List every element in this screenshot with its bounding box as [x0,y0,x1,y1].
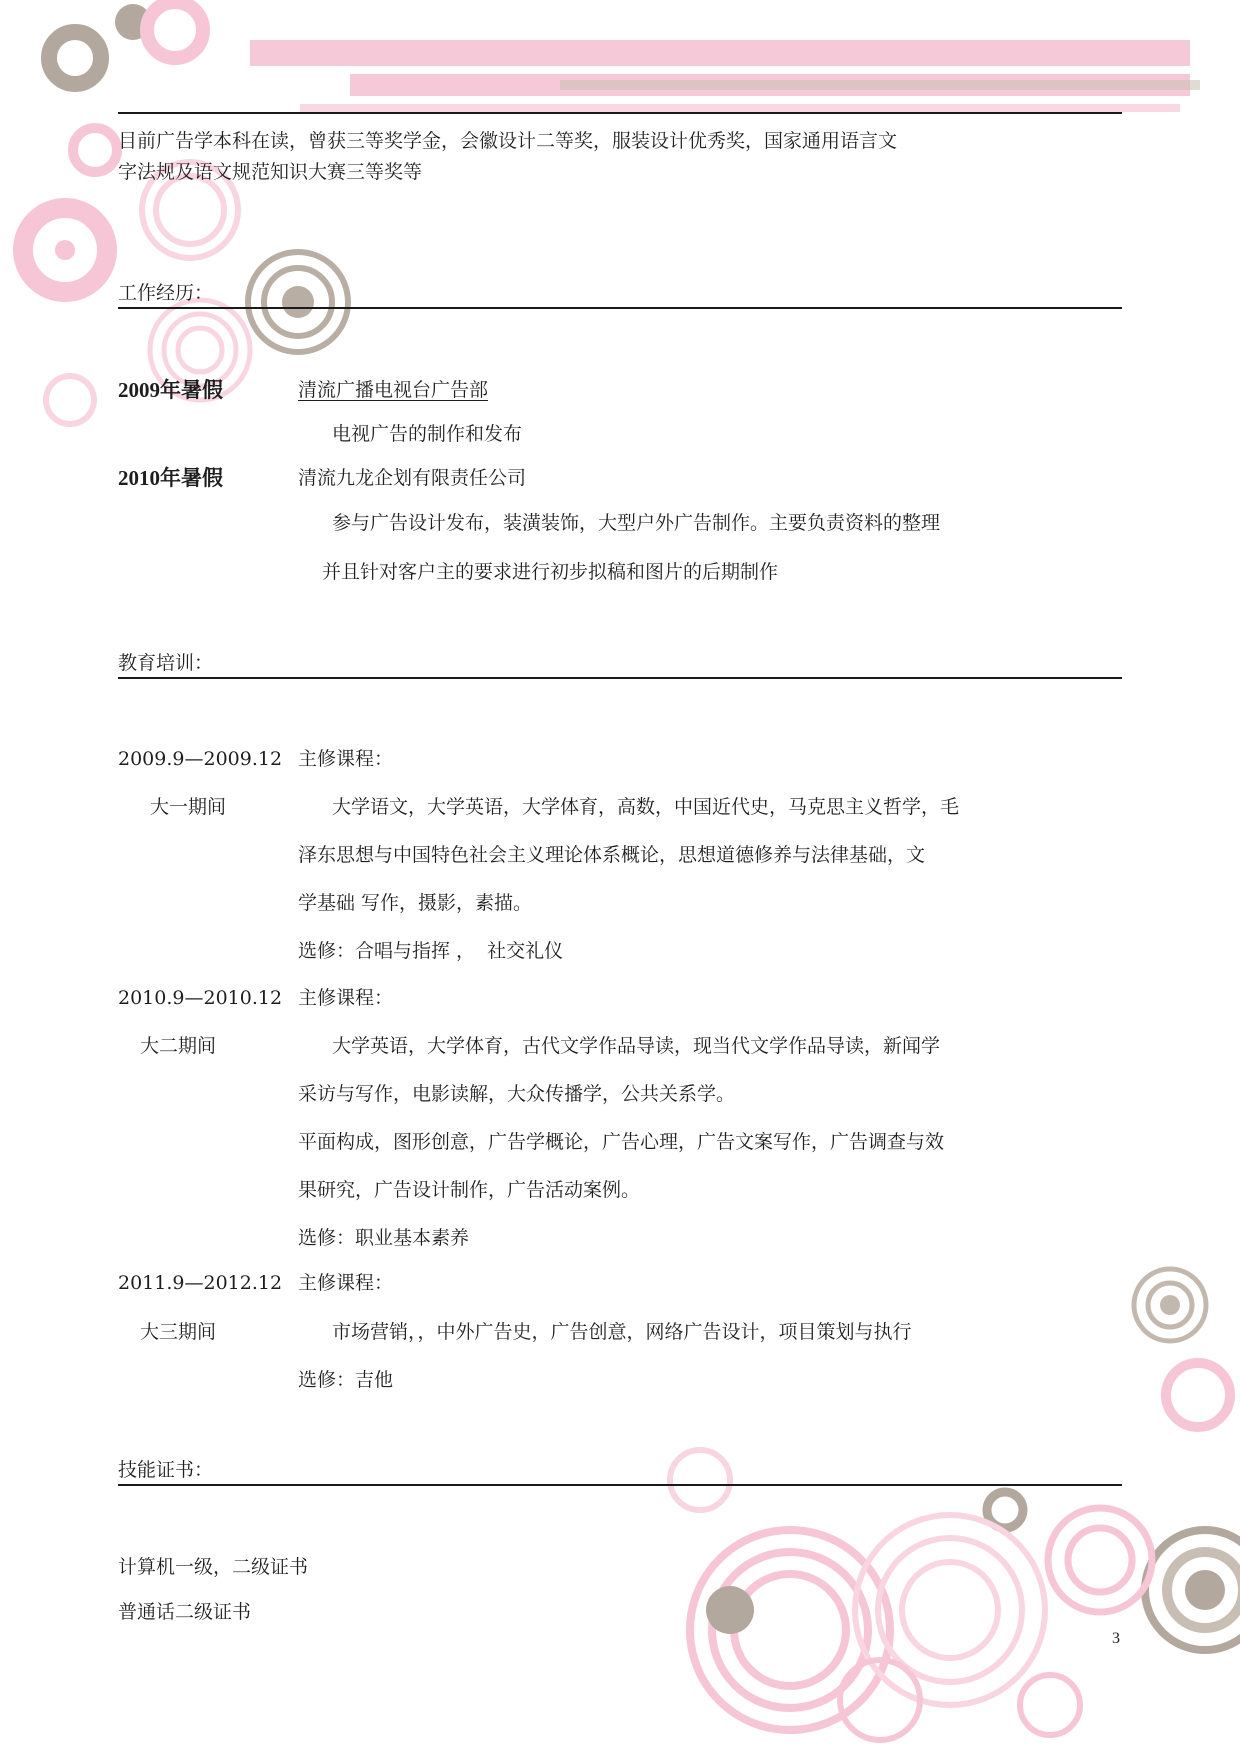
work-description: 电视广告的制作和发布 [332,423,523,445]
page-number: 3 [1112,1630,1120,1647]
elective-line: 选修：职业基本素养 [298,1227,470,1249]
term-label: 大一期间 [150,796,227,818]
course-line: 泽东思想与中国特色社会主义理论体系概论，思想道德修养与法律基础，文 [298,844,926,866]
term-label: 大二期间 [140,1035,217,1057]
education-section-heading: 教育培训： [118,652,214,674]
term-major-title: 主修课程： [298,987,394,1009]
skill-item: 计算机一级，二级证书 [118,1556,309,1578]
work-company: 清流广播电视台广告部 [298,379,489,401]
skills-section-heading: 技能证书： [118,1459,214,1481]
skill-item: 普通话二级证书 [118,1601,252,1623]
term-label: 大三期间 [140,1321,217,1343]
work-description: 并且针对客户主的要求进行初步拟稿和图片的后期制作 [322,561,779,583]
intro-text-line: 字法规及语文规范知识大赛三等奖等 [118,161,423,183]
term-dates: 2009.9—2009.12 [118,748,283,770]
course-line: 采访与写作，电影读解，大众传播学，公共关系学。 [298,1083,736,1105]
term-dates: 2011.9—2012.12 [118,1272,283,1294]
term-major-title: 主修课程： [298,1272,394,1294]
course-line: 平面构成，图形创意，广告学概论，广告心理，广告文案写作，广告调查与效 [298,1131,945,1153]
course-line: 大学语文，大学英语，大学体育，高数，中国近代史，马克思主义哲学，毛 [332,796,960,818]
work-period: 2009年暑假 [118,378,223,402]
work-period: 2010年暑假 [118,466,223,490]
education-section-rule [118,677,1122,679]
term-major-title: 主修课程： [298,748,394,770]
work-section-rule [118,307,1122,309]
course-line: 大学英语，大学体育，古代文学作品导读，现当代文学作品导读，新闻学 [332,1035,941,1057]
skills-section-rule [118,1484,1122,1486]
work-description: 参与广告设计发布，装潢装饰，大型户外广告制作。主要负责资料的整理 [332,512,941,534]
elective-line: 选修：吉他 [298,1369,394,1391]
course-line: 学基础 写作，摄影，素描。 [298,892,533,914]
term-dates: 2010.9—2010.12 [118,987,283,1009]
course-line: 果研究，广告设计制作，广告活动案例。 [298,1179,641,1201]
intro-top-rule [118,112,1122,114]
work-section-heading: 工作经历： [118,282,214,304]
intro-text-line: 目前广告学本科在读，曾获三等奖学金，会徽设计二等奖，服装设计优秀奖，国家通用语言文 [118,130,898,152]
course-line: 市场营销，，中外广告史，广告创意，网络广告设计，项目策划与执行 [332,1321,912,1343]
work-company: 清流九龙企划有限责任公司 [298,467,527,489]
elective-line: 选修：合唱与指挥 ， 社交礼仪 [298,940,564,962]
